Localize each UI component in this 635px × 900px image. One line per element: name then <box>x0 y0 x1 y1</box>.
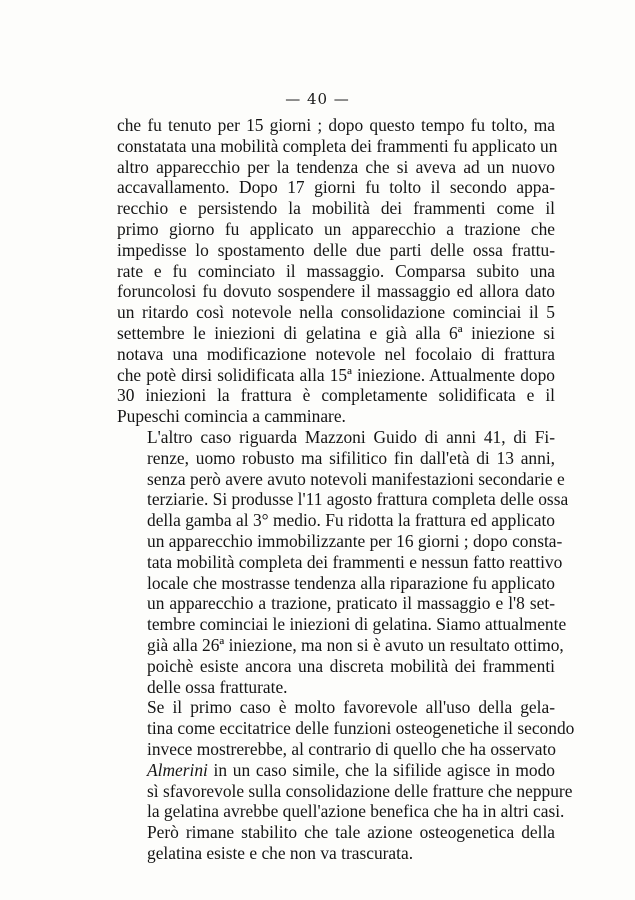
text-line: terziarie. Si produsse l'11 agosto frattura completa delle ossa <box>147 489 569 510</box>
text-line: un apparecchio immobilizzante per 16 giorni ; dopo consta- <box>147 530 563 551</box>
text-line: tina come eccitatrice delle funzioni osteogenetiche il secondo <box>147 718 575 739</box>
text-line: rate e fu cominciato il massaggio. Comparsa subito una <box>117 260 555 281</box>
text-line: della gamba al 3° medio. Fu ridotta la frattura ed applicato <box>147 510 555 531</box>
text-line: Almerini in un caso simile, che la sifilide agisce in modo <box>147 759 555 780</box>
text-line: impedisse lo spostamento delle due parti delle ossa frattu- <box>117 239 555 260</box>
text-line: tembre cominciai le iniezioni di gelatina. Siamo attualmente <box>147 614 567 635</box>
paragraph <box>117 426 569 697</box>
text-line: 30 iniezioni la frattura è completamente solidificata e il <box>117 385 555 406</box>
text-line: invece mostrerebbe, al contrario di quello che ha osservato <box>147 738 557 759</box>
text-line: settembre le iniezioni di gelatina e già alla 6ª iniezione si <box>117 322 555 343</box>
text-line: un apparecchio a trazione, praticato il massaggio e l'8 set- <box>147 593 555 614</box>
text-line: che fu tenuto per 15 giorni ; dopo questo tempo fu tolto, ma <box>117 115 555 135</box>
text-line: senza però avere avuto notevoli manifestazioni secondarie e <box>147 468 565 489</box>
text-line: che potè dirsi solidificata alla 15ª iniezione. Attualmente dopo <box>117 364 555 385</box>
paragraph <box>117 115 558 427</box>
text-line: constatata una mobilità completa dei frammenti fu applicato un <box>117 135 558 156</box>
text-line: Pupeschi comincia a camminare. <box>117 406 346 427</box>
text-line: gelatina esiste e che non va trascurata. <box>147 842 414 863</box>
text-line: già alla 26ª iniezione, ma non si è avuto un resultato ottimo, <box>147 634 564 655</box>
text-line: locale che mostrasse tendenza alla riparazione fu applicato <box>147 572 555 593</box>
body-text <box>117 115 575 864</box>
text-line: delle ossa fratturate. <box>147 676 288 697</box>
text-line: L'altro caso riguarda Mazzoni Guido di anni 41, di Fi- <box>147 426 555 447</box>
text-line: accavallamento. Dopo 17 giorni fu tolto il secondo appa- <box>117 177 555 198</box>
text-line: Se il primo caso è molto favorevole all'uso della gela- <box>147 697 555 718</box>
text-line: Però rimane stabilito che tale azione osteogenetica della <box>147 822 555 843</box>
text-line: recchio e persistendo la mobilità dei frammenti come il <box>117 198 555 219</box>
text-line: un ritardo così notevole nella consolidazione cominciai il 5 <box>117 302 555 323</box>
text-line: altro apparecchio per la tendenza che si aveva ad un nuovo <box>117 156 555 177</box>
cited-author: Almerini <box>147 759 208 780</box>
text-line: primo giorno fu applicato un apparecchio a trazione che <box>117 218 555 239</box>
text-line: poichè esiste ancora una discreta mobilità dei frammenti <box>147 655 555 676</box>
text-line: tata mobilità completa dei frammenti e nessun fatto reattivo <box>147 551 563 572</box>
text-line: renze, uomo robusto ma sifilitico fin dall'età di 13 anni, <box>147 447 555 468</box>
text-line: sì sfavorevole sulla consolidazione delle fratture che neppure <box>147 780 573 801</box>
text-line: notava una modificazione notevole nel focolaio di frattura <box>117 343 555 364</box>
text-line: la gelatina avrebbe quell'azione benefica che ha in altri casi. <box>147 801 565 822</box>
paragraph <box>117 697 575 863</box>
page-number: — 40 — <box>285 90 350 108</box>
text-line: foruncolosi fu dovuto sospendere il massaggio ed allora dato <box>117 281 555 302</box>
